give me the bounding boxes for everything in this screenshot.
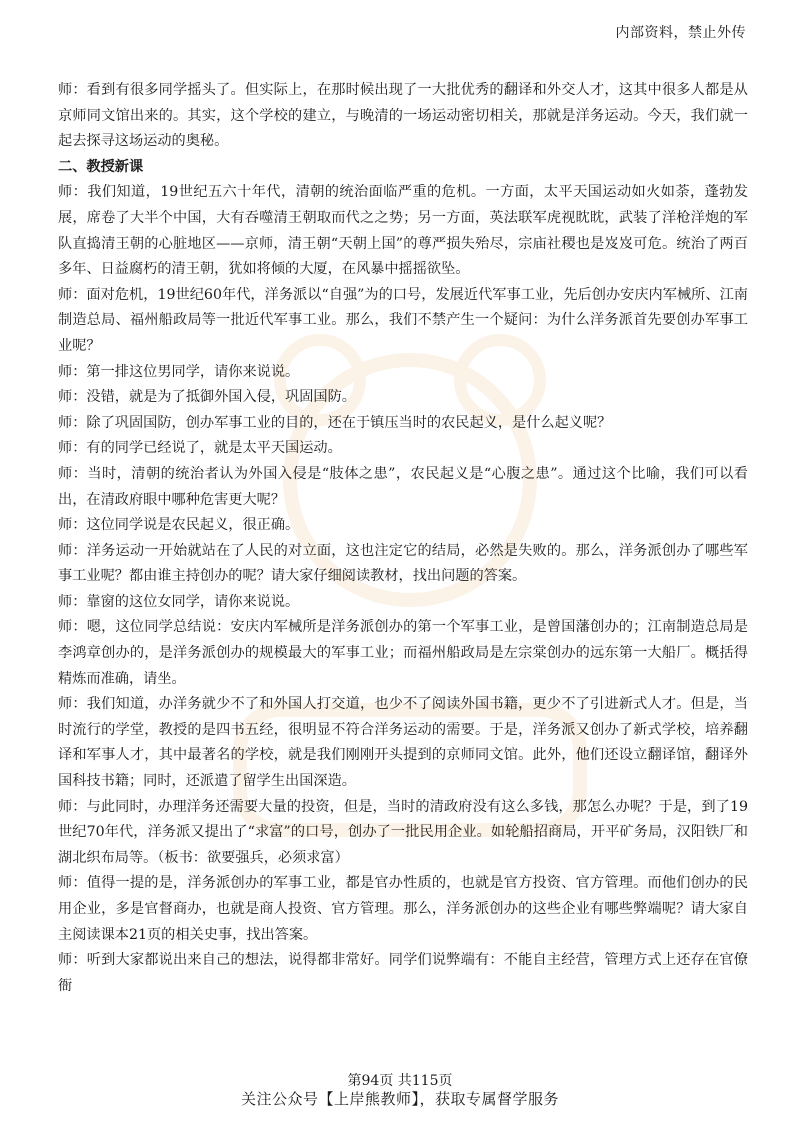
paragraph: 师：洋务运动一开始就站在了人民的对立面，这也注定它的结局，必然是失败的。那么，洋务派创办了哪些军事工业呢？都由谁主持创办的呢？请大家仔细阅读教材，找出问题的答案。	[58, 542, 748, 585]
paragraph: 师：除了巩固国防，创办军事工业的目的，还在于镇压当时的农民起义，是什么起义呢？	[58, 414, 612, 431]
paragraph: 师：当时，清朝的统治者认为外国入侵是“肢体之患”，农民起义是“心腹之患”。通过这个比喻，我们可以看出，在清政府眼中哪种危害更大呢？	[58, 465, 748, 508]
page-number: 第94页 共115页	[347, 1073, 453, 1089]
paragraph: 师：我们知道，办洋务就少不了和外国人打交道，也少不了阅读外国书籍，更少不了引进新式人才。但是，当时流行的学堂，教授的是四书五经，很明显不符合洋务运动的需要。于是，洋务派又创办了新式学校，培养翻译和军事人才，其中最著名的学校，就是我们刚刚开头提到的京师同文馆。此外，他们还设立翻译馆，翻译外国科技书籍；同时，还派遣了留学生出国深造。	[58, 696, 748, 790]
paragraph: 师：值得一提的是，洋务派创办的军事工业，都是官办性质的，也就是官方投资、官方管理。而他们创办的民用企业，多是官督商办，也就是商人投资、官方管理。那么，洋务派创办的这些企业有哪些弊端呢？请大家自主阅读课本21页的相关史事，找出答案。	[58, 875, 748, 943]
paragraph: 师：靠窗的这位女同学，请你来说说。	[58, 593, 300, 610]
paragraph: 师：没错，就是为了抵御外国入侵，巩固国防。	[58, 389, 356, 406]
footer-promo: 关注公众号【上岸熊教师】，获取专属督学服务	[240, 1090, 559, 1108]
paragraph: 师：这位同学说是农民起义，很正确。	[58, 517, 300, 534]
paragraph: 师：听到大家都说出来自己的想法，说得都非常好。同学们说弊端有：不能自主经营，管理方式上还存在官僚衙	[58, 952, 748, 994]
paragraph: 师：有的同学已经说了，就是太平天国运动。	[58, 440, 342, 457]
paragraph: 师：我们知道，19世纪五六十年代，清朝的统治面临严重的危机。一方面，太平天国运动如火如荼，蓬勃发展，席卷了大半个中国，大有吞噬清王朝取而代之之势；另一方面，英法联军虎视眈眈，武装了洋枪洋炮的军队直捣清王朝的心脏地区——京师，清王朝“天朝上国”的尊严损失殆尽，宗庙社稷也是岌岌可危。统治了两百多年、日益腐朽的清王朝，犹如将倾的大厦，在风暴中摇摇欲坠。	[58, 184, 748, 278]
paragraph: 师：看到有很多同学摇头了。但实际上，在那时候出现了一大批优秀的翻译和外交人才，这其中很多人都是从京师同文馆出来的。其实，这个学校的建立，与晚清的一场运动密切相关，那就是洋务运动。今天，我们就一起去探寻这场运动的奥秘。	[58, 82, 748, 150]
paragraph: 师：与此同时，办理洋务还需要大量的投资，但是，当时的清政府没有这么多钱，那怎么办呢？于是，到了19世纪70年代，洋务派又提出了“求富”的口号，创办了一批民用企业。如轮船招商局，开平矿务局，汉阳铁厂和湖北织布局等。（板书：欲要强兵，必须求富）	[58, 798, 748, 866]
paragraph: 师：嗯，这位同学总结说：安庆内军械所是洋务派创办的第一个军事工业，是曾国藩创办的；江南制造总局是李鸿章创办的，是洋务派创办的规模最大的军事工业；而福州船政局是左宗棠创办的远东第一大船厂。概括得精炼而准确，请坐。	[58, 619, 748, 687]
header-note: 内部资料，禁止外传	[615, 25, 746, 41]
document-body	[58, 78, 748, 999]
paragraph: 师：面对危机，19世纪60年代，洋务派以“自强”为的口号，发展近代军事工业，先后创办安庆内军械所、江南制造总局、福州船政局等一批近代军事工业。那么，我们不禁产生一个疑问：为什么洋务派首先要创办军事工业呢？	[58, 286, 748, 354]
paragraph: 师：第一排这位男同学，请你来说说。	[58, 363, 300, 380]
section-heading: 二、教授新课	[58, 158, 144, 175]
